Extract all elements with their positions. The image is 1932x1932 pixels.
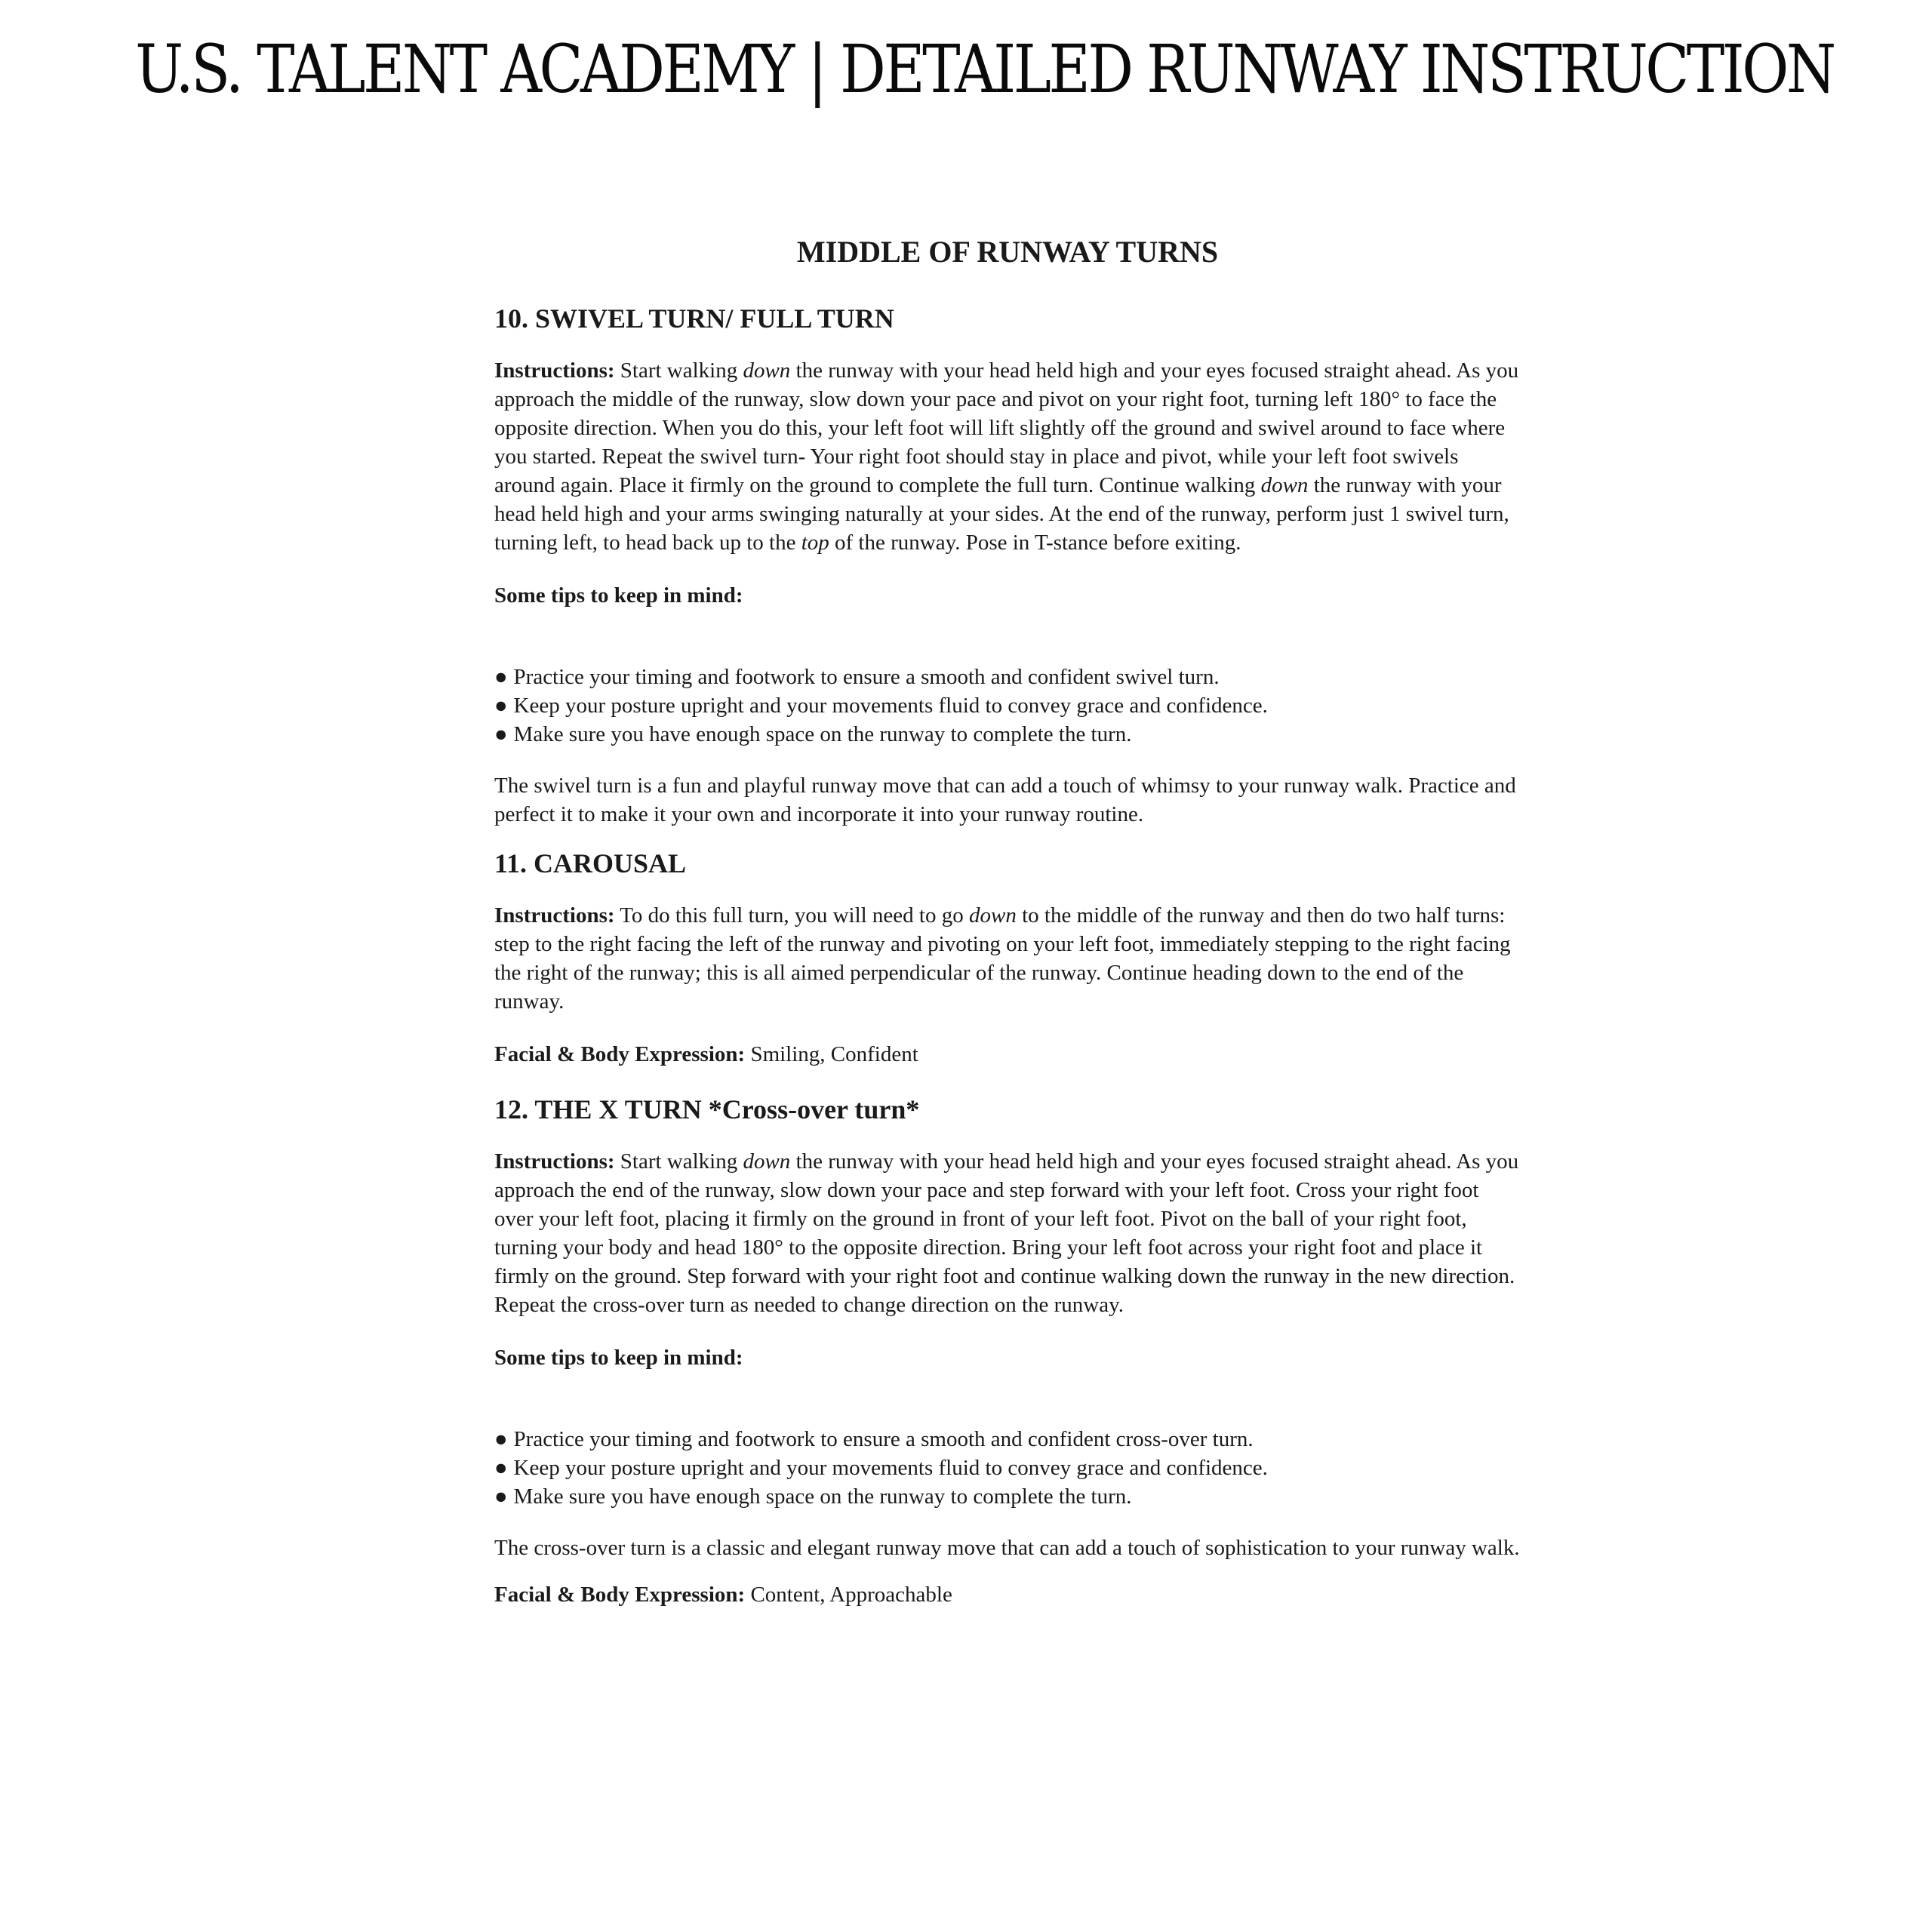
list-item (494, 663, 1521, 691)
tips-label: Some tips to keep in mind: (494, 583, 743, 608)
closing-paragraph: The swivel turn is a fun and playful runway move that can add a touch of whimsy to your runway walk. Practice and perfect it to make it your own and incorporate it into your runway routine. (494, 774, 1516, 826)
expression-text: Content, Approachable (745, 1583, 952, 1607)
closing-paragraph: The cross-over turn is a classic and elegant runway move that can add a touch of sophistication to your runway walk. (494, 1536, 1520, 1560)
bullet-icon: ● (494, 722, 508, 746)
bullet-icon: ● (494, 1456, 508, 1480)
instructions-text: the runway with your head held high and your eyes focused straight ahead. As you approach the end of the runway, slow down your pace and step forward with your left foot. Cross your right foot over your left foot, placing it firmly on the ground in front of your left foot. Pivot on the ball of your right foot, turning your body and head 180° to the opposite direction. Bring your left foot across your right foot and place it firmly on the ground. Step forward with your right foot and continue walking down the runway in the new direction. Repeat the cross-over turn as needed to change direction on the runway. (494, 1149, 1519, 1317)
section-heading: 12. THE X TURN *Cross-over turn* (494, 1094, 920, 1124)
tip-text: Keep your posture upright and your movements fluid to convey grace and confidence. (513, 1456, 1268, 1480)
instructions-label: Instructions: (494, 358, 615, 383)
list-item (494, 1454, 1521, 1482)
document-body (494, 234, 1521, 1633)
tip-text: Make sure you have enough space on the runway to complete the turn. (513, 722, 1132, 746)
instructions-paragraph (494, 1147, 1521, 1319)
instructions-text: To do this full turn, you will need to go (614, 903, 969, 928)
expression-label: Facial & Body Expression: (494, 1583, 746, 1607)
tip-text: Keep your posture upright and your movements fluid to convey grace and confidence. (513, 694, 1268, 718)
instructions-label: Instructions: (494, 1149, 615, 1174)
instructions-text: the runway with your head held high and your arms swinging naturally at your sides. At the end of the runway, perform just 1 swivel turn, turning left, to head back up to the (494, 473, 1509, 555)
list-item (494, 1482, 1521, 1511)
instructions-paragraph (494, 901, 1521, 1016)
bullet-icon: ● (494, 694, 508, 718)
instructions-emphasis: down (743, 358, 791, 383)
section-heading: 11. CAROUSAL (494, 848, 687, 878)
bullet-icon: ● (494, 1427, 508, 1451)
document-title: MIDDLE OF RUNWAY TURNS (796, 235, 1219, 269)
tips-list (494, 663, 1521, 749)
instructions-text: Start walking (614, 1149, 743, 1174)
tip-text: Practice your timing and footwork to ensure a smooth and confident cross-over turn. (513, 1427, 1254, 1451)
tips-label: Some tips to keep in mind: (494, 1346, 743, 1370)
section-swivel-turn (494, 302, 1521, 829)
instructions-emphasis: down (1260, 473, 1309, 497)
bullet-icon: ● (494, 1484, 508, 1509)
list-item (494, 720, 1521, 749)
list-item (494, 691, 1521, 720)
page-header-title: U.S. TALENT ACADEMY | DETAILED RUNWAY INSTRUCTION (135, 30, 1834, 108)
tip-text: Practice your timing and footwork to ensure a smooth and confident swivel turn. (513, 665, 1220, 689)
expression-paragraph (494, 1580, 1521, 1609)
instructions-emphasis: top (801, 531, 829, 555)
section-x-turn (494, 1093, 1521, 1609)
instructions-text: to the middle of the runway and then do two half turns: step to the right facing the left of the runway and pivoting on your left foot, immediately stepping to the right facing the right of the runway; this is all aimed perpendicular of the runway. Continue heading down to the end of the runway. (494, 903, 1511, 1014)
tips-list (494, 1425, 1521, 1511)
expression-paragraph (494, 1040, 1521, 1069)
section-heading: 10. SWIVEL TURN/ FULL TURN (494, 303, 894, 334)
instructions-emphasis: down (743, 1149, 791, 1174)
expression-text: Smiling, Confident (745, 1042, 918, 1066)
instructions-emphasis: down (968, 903, 1017, 928)
list-item (494, 1425, 1521, 1454)
section-carousal (494, 847, 1521, 1069)
expression-label: Facial & Body Expression: (494, 1042, 746, 1066)
instructions-label: Instructions: (494, 903, 615, 928)
tip-text: Make sure you have enough space on the runway to complete the turn. (513, 1484, 1132, 1509)
instructions-paragraph (494, 356, 1521, 557)
instructions-text: the runway with your head held high and your eyes focused straight ahead. As you approach the middle of the runway, slow down your pace and pivot on your right foot, turning left 180° to face the opposite direction. When you do this, your left foot will lift slightly off the ground and swivel around to face where you started. Repeat the swivel turn- Your right foot should stay in place and pivot, while your left foot swivels around again. Place it firmly on the ground to complete the full turn. Continue walking (494, 358, 1519, 497)
bullet-icon: ● (494, 665, 508, 689)
instructions-text: Start walking (614, 358, 743, 383)
instructions-text: of the runway. Pose in T-stance before exiting. (829, 531, 1241, 555)
